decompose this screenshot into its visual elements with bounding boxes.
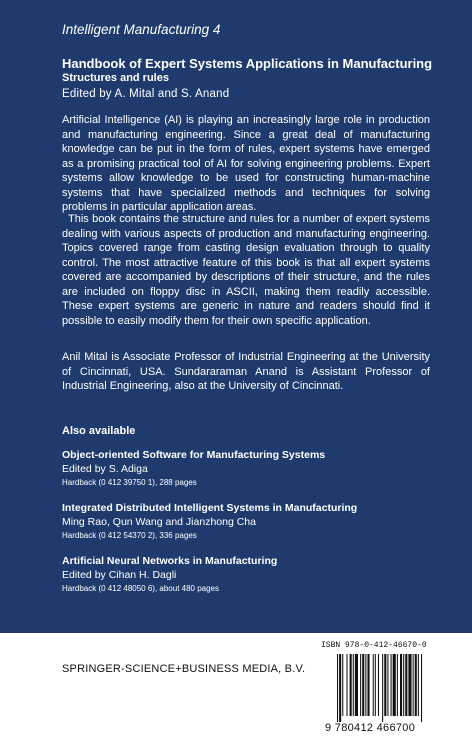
barcode-bar	[350, 654, 352, 716]
ean-number: 9 780412 466700	[325, 722, 416, 734]
related-book-info: Hardback (0 412 48050 6), about 480 pages	[62, 584, 220, 593]
barcode-bar	[373, 654, 374, 716]
book-editors: Edited by A. Mital and S. Anand	[62, 88, 230, 100]
publisher-name: SPRINGER-SCIENCE+BUSINESS MEDIA, B.V.	[62, 663, 306, 675]
barcode-bar	[382, 654, 383, 722]
barcode-bar	[339, 654, 341, 722]
description-paragraph: Artificial Intelligence (AI) is playing an increasingly large role in production and manufacturing engineering. Since a great deal of manufacturing knowledge can be put in the form of rules, expert systems have emerged as a promising practical tool of AI for solving engineering problems. Expert systems allow knowledge to be used for constructing human-machine systems that have specialized methods and techniques for solving problems in particular application areas.	[62, 114, 430, 213]
barcode-bar	[415, 654, 417, 716]
barcode-bar	[397, 654, 398, 716]
barcode-bar	[353, 654, 354, 716]
barcode-bar	[408, 654, 411, 716]
barcode-bar	[387, 654, 388, 716]
related-book-info: Hardback (0 412 54370 2), 336 pages	[62, 531, 197, 540]
barcode	[321, 639, 469, 745]
barcode-bar	[342, 654, 343, 716]
barcode-bar	[400, 654, 402, 716]
barcode-bar	[413, 654, 414, 716]
barcode-bar	[362, 654, 364, 716]
barcode-bar	[337, 654, 338, 722]
barcode-bar	[378, 654, 379, 716]
barcode-bar	[346, 654, 347, 716]
barcode-bar	[367, 654, 369, 716]
barcode-bar	[391, 654, 392, 716]
book-subtitle: Structures and rules	[62, 72, 169, 84]
barcode-bar	[393, 654, 396, 716]
related-book-title: Object-oriented Software for Manufacturing Systems	[62, 449, 326, 461]
barcode-bar	[355, 654, 358, 716]
related-book	[62, 555, 442, 593]
related-book	[62, 502, 442, 540]
related-book-title: Integrated Distributed Intelligent Systems in Manufacturing	[62, 502, 358, 514]
related-book-editors: Ming Rao, Qun Wang and Jianzhong Cha	[62, 516, 256, 528]
also-available-heading: Also available	[62, 425, 136, 437]
barcode-bar	[384, 654, 386, 716]
barcode-bar	[405, 654, 407, 716]
barcode-bar	[360, 654, 361, 716]
isbn-text: ISBN 978-0-412-46670-0	[321, 641, 427, 650]
barcode-bar	[365, 654, 366, 716]
barcode-bar	[421, 654, 422, 722]
related-book-editors: Edited by Cihan H. Dagli	[62, 569, 177, 581]
related-book-info: Hardback (0 412 39750 1), 288 pages	[62, 478, 197, 487]
barcode-bar	[375, 654, 376, 716]
barcode-bar	[403, 654, 404, 716]
barcode-bars-icon	[337, 654, 465, 722]
barcode-bar	[418, 654, 419, 716]
series-title: Intelligent Manufacturing 4	[62, 22, 221, 37]
related-book-title: Artificial Neural Networks in Manufacturing	[62, 555, 278, 567]
author-bio-paragraph: Anil Mital is Associate Professor of Industrial Engineering at the University of Cincinnati, USA. Sundararaman Anand is Assistant Professor of Industrial Engineering, also at the University of Cincinnati.	[62, 351, 430, 392]
related-book-editors: Edited by S. Adiga	[62, 463, 148, 475]
book-title: Handbook of Expert Systems Applications in Manufacturing	[62, 56, 433, 71]
related-book	[62, 449, 442, 487]
description-paragraph: This book contains the structure and rules for a number of expert systems dealing with various aspects of production and manufacturing engineering. Topics covered range from casting design evaluation through to quality control. The most attractive feature of this book is that all expert systems covered are accompanied by descriptions of their structure, and the rules are included on floppy disc in ASCII, making them readily accessible. These expert systems are generic in nature and readers should find it possible to easily modify them for their own specific application.	[62, 213, 430, 327]
